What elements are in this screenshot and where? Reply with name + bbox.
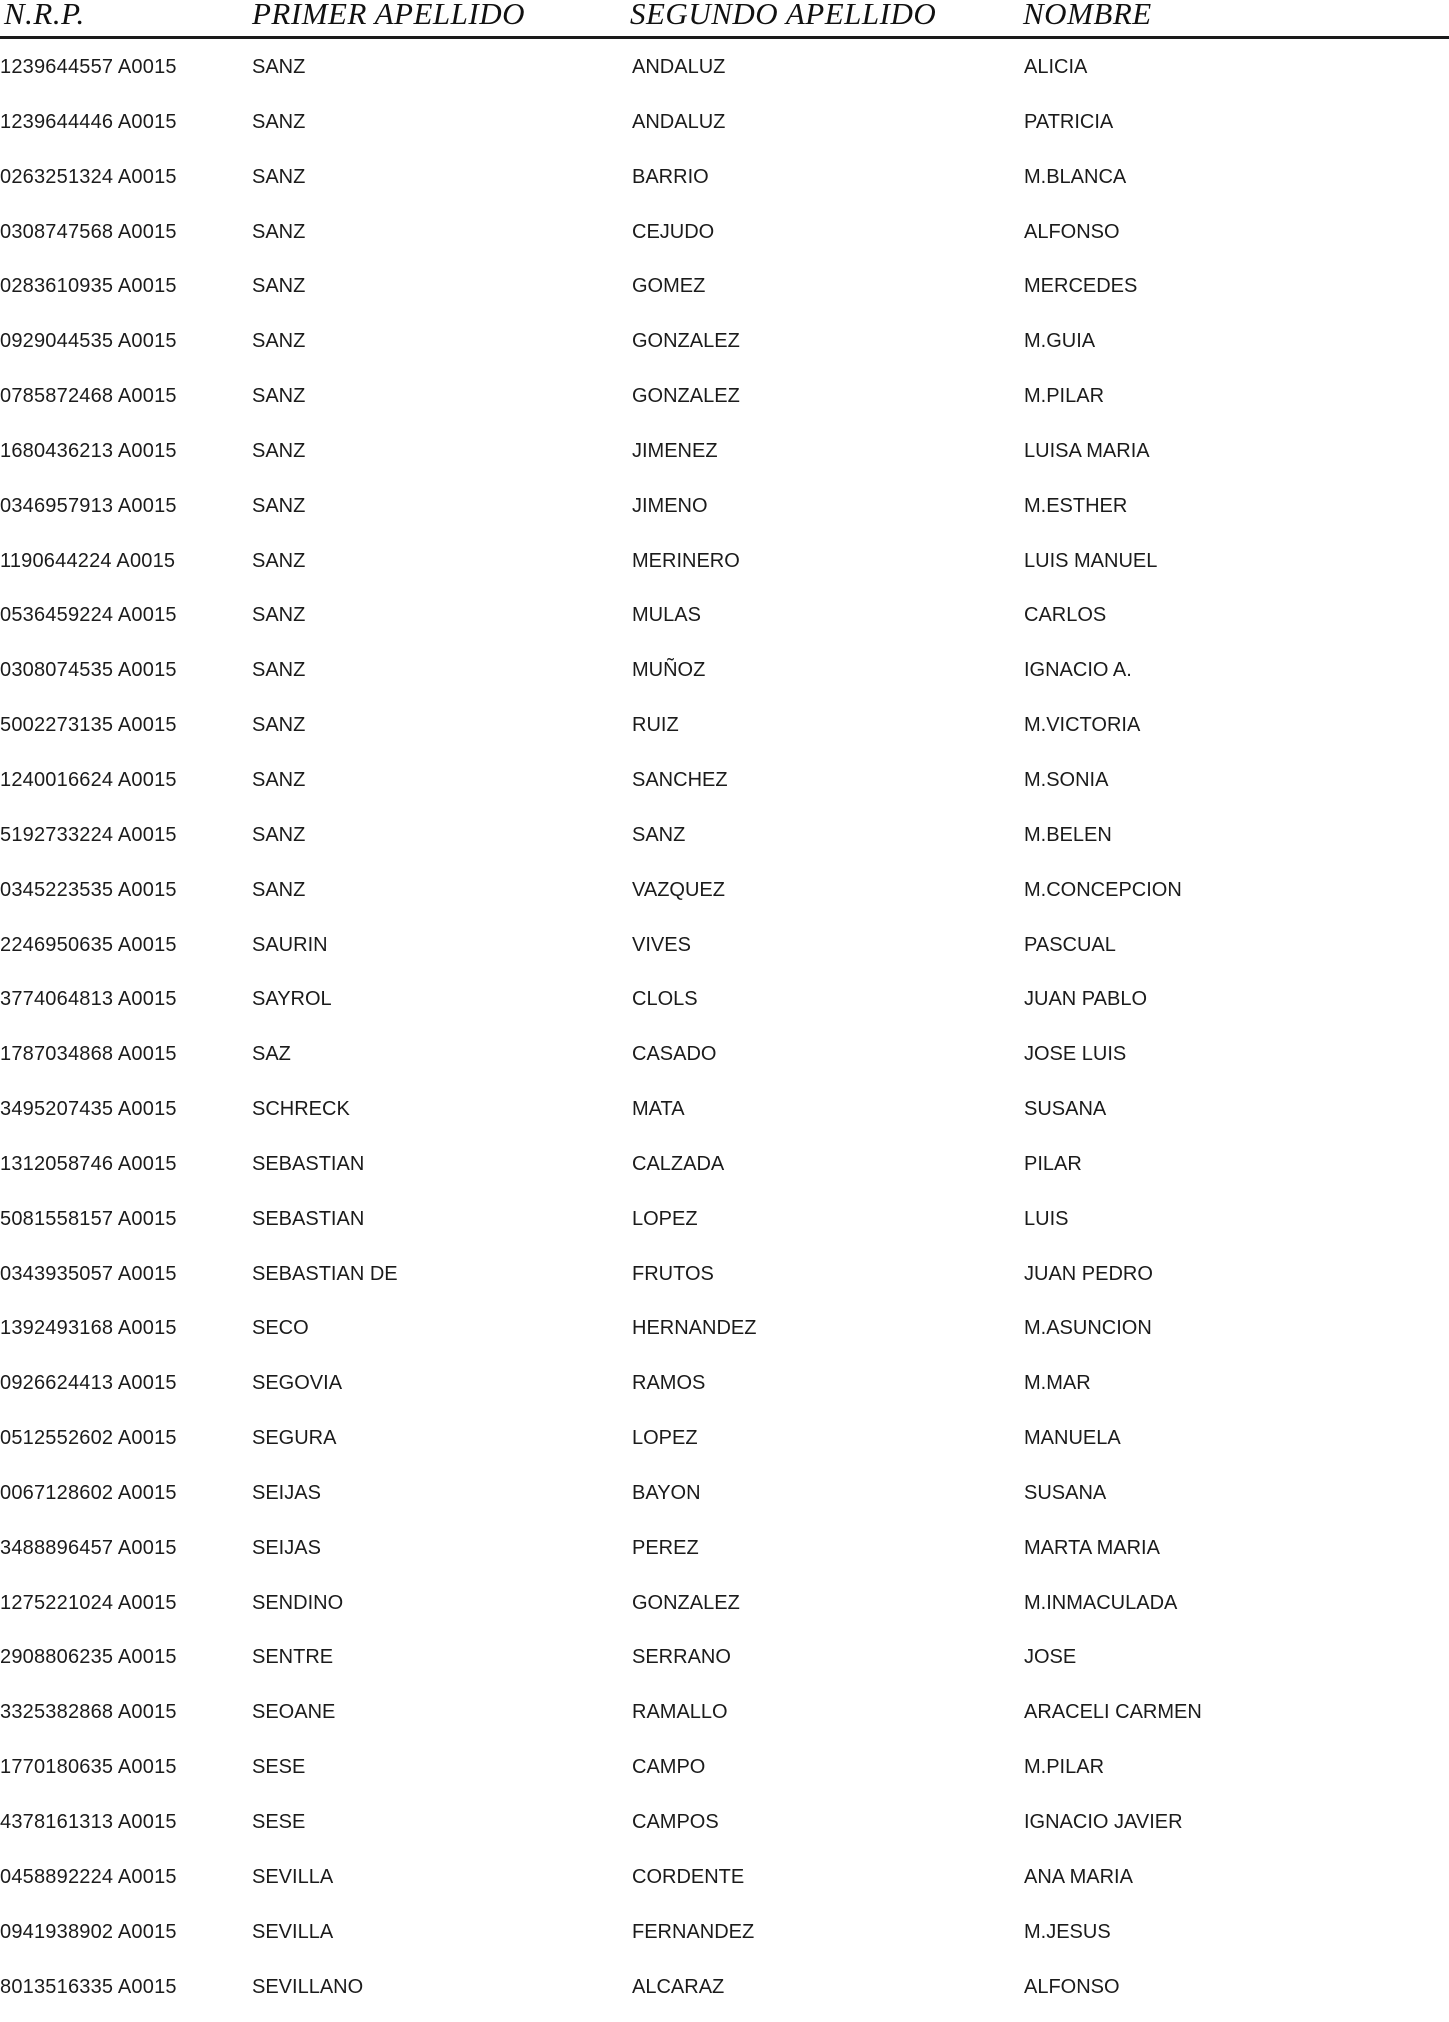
cell-nombre: M.GUIA bbox=[1024, 330, 1096, 353]
cell-nrp: 1680436213 A0015 bbox=[0, 439, 177, 462]
table-row bbox=[0, 706, 1449, 761]
cell-nombre: MARTA MARIA bbox=[1024, 1536, 1160, 1559]
cell-nrp: 1392493168 A0015 bbox=[0, 1317, 177, 1340]
cell-nrp: 3325382868 A0015 bbox=[0, 1701, 177, 1724]
table-row bbox=[0, 1693, 1449, 1748]
table-header bbox=[0, 0, 1449, 40]
table-row bbox=[0, 377, 1449, 432]
cell-segundo-apellido: ALCARAZ bbox=[632, 1975, 725, 1998]
cell-nrp: 1312058746 A0015 bbox=[0, 1152, 177, 1175]
cell-primer-apellido: SESE bbox=[252, 1756, 306, 1779]
cell-primer-apellido: SANZ bbox=[252, 220, 306, 243]
cell-primer-apellido: SANZ bbox=[252, 385, 306, 408]
cell-segundo-apellido: GONZALEZ bbox=[632, 330, 740, 353]
table-row bbox=[0, 871, 1449, 926]
cell-nrp: 0308747568 A0015 bbox=[0, 220, 177, 243]
table-row bbox=[0, 1584, 1449, 1639]
cell-nombre: M.BELEN bbox=[1024, 823, 1112, 846]
cell-segundo-apellido: SERRANO bbox=[632, 1646, 731, 1669]
cell-primer-apellido: SANZ bbox=[252, 275, 306, 298]
cell-nrp: 0941938902 A0015 bbox=[0, 1920, 177, 1943]
table-row bbox=[0, 267, 1449, 322]
cell-nrp: 3495207435 A0015 bbox=[0, 1098, 177, 1121]
cell-nombre: JUAN PABLO bbox=[1024, 988, 1147, 1011]
cell-primer-apellido: SEBASTIAN bbox=[252, 1152, 365, 1175]
cell-nombre: SUSANA bbox=[1024, 1098, 1107, 1121]
cell-segundo-apellido: VAZQUEZ bbox=[632, 878, 725, 901]
column-header-segundo-apellido: SEGUNDO APELLIDO bbox=[630, 0, 937, 31]
table-row bbox=[0, 651, 1449, 706]
cell-nombre: LUIS bbox=[1024, 1207, 1069, 1230]
cell-segundo-apellido: CLOLS bbox=[632, 988, 698, 1011]
cell-segundo-apellido: CASADO bbox=[632, 1043, 717, 1066]
cell-nrp: 1239644446 A0015 bbox=[0, 110, 177, 133]
cell-nombre: M.MAR bbox=[1024, 1372, 1091, 1395]
cell-primer-apellido: SANZ bbox=[252, 494, 306, 517]
cell-segundo-apellido: JIMENEZ bbox=[632, 439, 718, 462]
cell-segundo-apellido: FRUTOS bbox=[632, 1262, 714, 1285]
cell-segundo-apellido: CALZADA bbox=[632, 1152, 725, 1175]
cell-primer-apellido: SANZ bbox=[252, 659, 306, 682]
cell-segundo-apellido: RUIZ bbox=[632, 714, 679, 737]
cell-primer-apellido: SEIJAS bbox=[252, 1536, 321, 1559]
table-row bbox=[0, 158, 1449, 213]
cell-nrp: 0536459224 A0015 bbox=[0, 604, 177, 627]
table-row bbox=[0, 213, 1449, 268]
cell-segundo-apellido: ANDALUZ bbox=[632, 110, 726, 133]
cell-nombre: JUAN PEDRO bbox=[1024, 1262, 1153, 1285]
cell-nrp: 0929044535 A0015 bbox=[0, 330, 177, 353]
cell-nombre: LUISA MARIA bbox=[1024, 439, 1150, 462]
cell-segundo-apellido: CEJUDO bbox=[632, 220, 715, 243]
cell-nrp: 0263251324 A0015 bbox=[0, 165, 177, 188]
cell-primer-apellido: SEVILLA bbox=[252, 1865, 334, 1888]
cell-nrp: 5081558157 A0015 bbox=[0, 1207, 177, 1230]
cell-primer-apellido: SEBASTIAN bbox=[252, 1207, 365, 1230]
cell-primer-apellido: SESE bbox=[252, 1811, 306, 1833]
cell-segundo-apellido: ANDALUZ bbox=[632, 56, 726, 78]
cell-nombre: M.BLANCA bbox=[1024, 165, 1127, 188]
cell-nombre: M.SONIA bbox=[1024, 768, 1109, 791]
table-row bbox=[0, 1419, 1449, 1474]
cell-primer-apellido: SANZ bbox=[252, 165, 306, 188]
cell-segundo-apellido: LOPEZ bbox=[632, 1207, 698, 1230]
table-row bbox=[0, 761, 1449, 816]
table-row bbox=[0, 432, 1449, 487]
cell-primer-apellido: SEGOVIA bbox=[252, 1372, 343, 1395]
cell-primer-apellido: SANZ bbox=[252, 714, 306, 737]
cell-segundo-apellido: LOPEZ bbox=[632, 1427, 698, 1450]
cell-primer-apellido: SEVILLA bbox=[252, 1920, 334, 1943]
cell-nrp: 1239644557 A0015 bbox=[0, 56, 177, 78]
cell-nrp: 5192733224 A0015 bbox=[0, 823, 177, 846]
cell-segundo-apellido: CAMPOS bbox=[632, 1811, 719, 1833]
cell-nrp: 5002273135 A0015 bbox=[0, 714, 177, 737]
table-row bbox=[0, 1035, 1449, 1090]
cell-segundo-apellido: PEREZ bbox=[632, 1536, 699, 1559]
cell-primer-apellido: SANZ bbox=[252, 549, 306, 572]
cell-primer-apellido: SEOANE bbox=[252, 1701, 336, 1724]
cell-nombre: SUSANA bbox=[1024, 1481, 1107, 1504]
cell-nombre: PATRICIA bbox=[1024, 110, 1114, 133]
table-row bbox=[0, 1913, 1449, 1968]
cell-primer-apellido: SANZ bbox=[252, 823, 306, 846]
table-row bbox=[0, 980, 1449, 1035]
table-row bbox=[0, 1638, 1449, 1693]
cell-primer-apellido: SEIJAS bbox=[252, 1481, 321, 1504]
cell-nrp: 0067128602 A0015 bbox=[0, 1481, 177, 1504]
cell-nrp: 1190644224 A0015 bbox=[0, 549, 176, 572]
table-row bbox=[0, 1968, 1449, 2022]
cell-segundo-apellido: MATA bbox=[632, 1098, 685, 1121]
cell-segundo-apellido: GONZALEZ bbox=[632, 1591, 740, 1614]
cell-nrp: 0512552602 A0015 bbox=[0, 1427, 177, 1450]
cell-primer-apellido: SENTRE bbox=[252, 1646, 334, 1669]
cell-nombre: ALFONSO bbox=[1024, 220, 1120, 243]
cell-primer-apellido: SAZ bbox=[252, 1043, 291, 1066]
cell-segundo-apellido: CORDENTE bbox=[632, 1865, 745, 1888]
cell-segundo-apellido: GONZALEZ bbox=[632, 385, 740, 408]
cell-primer-apellido: SANZ bbox=[252, 56, 306, 78]
cell-nrp: 2908806235 A0015 bbox=[0, 1646, 177, 1669]
table-row bbox=[0, 926, 1449, 981]
cell-nombre: M.CONCEPCION bbox=[1024, 878, 1182, 901]
cell-segundo-apellido: RAMOS bbox=[632, 1372, 706, 1395]
cell-primer-apellido: SAURIN bbox=[252, 933, 328, 956]
cell-nombre: M.ASUNCION bbox=[1024, 1317, 1152, 1340]
cell-nombre: MANUELA bbox=[1024, 1427, 1121, 1450]
header-rule bbox=[0, 36, 1449, 39]
table-row bbox=[0, 1309, 1449, 1364]
cell-segundo-apellido: SANZ bbox=[632, 823, 686, 846]
cell-nombre: MERCEDES bbox=[1024, 275, 1138, 298]
cell-primer-apellido: SEBASTIAN DE bbox=[252, 1262, 398, 1285]
cell-nrp: 8013516335 A0015 bbox=[0, 1975, 177, 1998]
cell-nombre: M.VICTORIA bbox=[1024, 714, 1141, 737]
cell-primer-apellido: SCHRECK bbox=[252, 1098, 350, 1121]
cell-nrp: 1770180635 A0015 bbox=[0, 1756, 177, 1779]
cell-nombre: M.PILAR bbox=[1024, 1756, 1105, 1779]
cell-nombre: IGNACIO A. bbox=[1024, 659, 1132, 682]
cell-primer-apellido: SANZ bbox=[252, 604, 306, 627]
cell-segundo-apellido: RAMALLO bbox=[632, 1701, 728, 1724]
cell-nombre: PILAR bbox=[1024, 1152, 1082, 1175]
table-row bbox=[0, 1145, 1449, 1200]
cell-nrp: 4378161313 A0015 bbox=[0, 1811, 177, 1833]
table-row bbox=[0, 48, 1449, 103]
cell-nrp: 1787034868 A0015 bbox=[0, 1043, 177, 1066]
cell-primer-apellido: SENDINO bbox=[252, 1591, 344, 1614]
cell-segundo-apellido: SANCHEZ bbox=[632, 768, 728, 791]
cell-segundo-apellido: GOMEZ bbox=[632, 275, 706, 298]
cell-nrp: 0343935057 A0015 bbox=[0, 1262, 177, 1285]
cell-primer-apellido: SANZ bbox=[252, 110, 306, 133]
cell-nombre: ALFONSO bbox=[1024, 1975, 1120, 1998]
cell-nrp: 0346957913 A0015 bbox=[0, 494, 177, 517]
cell-nrp: 0283610935 A0015 bbox=[0, 275, 177, 298]
cell-nombre: M.JESUS bbox=[1024, 1920, 1111, 1943]
table-row bbox=[0, 1748, 1449, 1803]
table-row bbox=[0, 1364, 1449, 1419]
cell-segundo-apellido: MERINERO bbox=[632, 549, 740, 572]
cell-segundo-apellido: HERNANDEZ bbox=[632, 1317, 757, 1340]
cell-segundo-apellido: MUÑOZ bbox=[632, 659, 706, 682]
table-row bbox=[0, 1474, 1449, 1529]
cell-primer-apellido: SANZ bbox=[252, 768, 306, 791]
table-row bbox=[0, 322, 1449, 377]
cell-nrp: 0345223535 A0015 bbox=[0, 878, 177, 901]
cell-nombre: ARACELI CARMEN bbox=[1024, 1701, 1202, 1724]
cell-nombre: LUIS MANUEL bbox=[1024, 549, 1158, 572]
table-row bbox=[0, 1803, 1449, 1858]
table-row bbox=[0, 1090, 1449, 1145]
cell-nombre: M.INMACULADA bbox=[1024, 1591, 1178, 1614]
cell-segundo-apellido: BAYON bbox=[632, 1481, 701, 1504]
table-row bbox=[0, 542, 1449, 597]
table-body bbox=[0, 48, 1449, 2022]
cell-segundo-apellido: JIMENO bbox=[632, 494, 708, 517]
cell-primer-apellido: SEVILLANO bbox=[252, 1975, 364, 1998]
cell-nombre: JOSE LUIS bbox=[1024, 1043, 1127, 1066]
cell-nrp: 0785872468 A0015 bbox=[0, 385, 177, 408]
table-row bbox=[0, 1858, 1449, 1913]
cell-nrp: 2246950635 A0015 bbox=[0, 933, 177, 956]
cell-nombre: IGNACIO JAVIER bbox=[1024, 1811, 1183, 1833]
cell-nombre: ANA MARIA bbox=[1024, 1865, 1133, 1888]
cell-nrp: 0926624413 A0015 bbox=[0, 1372, 177, 1395]
cell-nrp: 3774064813 A0015 bbox=[0, 988, 177, 1011]
cell-primer-apellido: SAYROL bbox=[252, 988, 332, 1011]
table-row bbox=[0, 487, 1449, 542]
table-row bbox=[0, 103, 1449, 158]
table-row bbox=[0, 1255, 1449, 1310]
column-header-primer-apellido: PRIMER APELLIDO bbox=[252, 0, 525, 31]
cell-nombre: M.PILAR bbox=[1024, 385, 1105, 408]
cell-primer-apellido: SANZ bbox=[252, 439, 306, 462]
column-header-nrp: N.R.P. bbox=[4, 0, 85, 31]
table-row bbox=[0, 1529, 1449, 1584]
cell-nrp: 3488896457 A0015 bbox=[0, 1536, 177, 1559]
table-row bbox=[0, 596, 1449, 651]
cell-segundo-apellido: MULAS bbox=[632, 604, 701, 627]
cell-segundo-apellido: BARRIO bbox=[632, 165, 709, 188]
cell-nombre: ALICIA bbox=[1024, 56, 1088, 78]
table-row bbox=[0, 1200, 1449, 1255]
cell-nrp: 0308074535 A0015 bbox=[0, 659, 177, 682]
cell-nombre: PASCUAL bbox=[1024, 933, 1116, 956]
cell-segundo-apellido: VIVES bbox=[632, 933, 691, 956]
cell-primer-apellido: SANZ bbox=[252, 330, 306, 353]
cell-nrp: 1275221024 A0015 bbox=[0, 1591, 177, 1614]
table-row bbox=[0, 816, 1449, 871]
cell-nombre: JOSE bbox=[1024, 1646, 1077, 1669]
cell-primer-apellido: SECO bbox=[252, 1317, 309, 1340]
column-header-nombre: NOMBRE bbox=[1023, 0, 1152, 31]
cell-segundo-apellido: CAMPO bbox=[632, 1756, 706, 1779]
cell-nrp: 1240016624 A0015 bbox=[0, 768, 177, 791]
cell-nombre: M.ESTHER bbox=[1024, 494, 1128, 517]
cell-primer-apellido: SEGURA bbox=[252, 1427, 337, 1450]
cell-primer-apellido: SANZ bbox=[252, 878, 306, 901]
cell-nrp: 0458892224 A0015 bbox=[0, 1865, 177, 1888]
cell-segundo-apellido: FERNANDEZ bbox=[632, 1920, 755, 1943]
cell-nombre: CARLOS bbox=[1024, 604, 1107, 627]
